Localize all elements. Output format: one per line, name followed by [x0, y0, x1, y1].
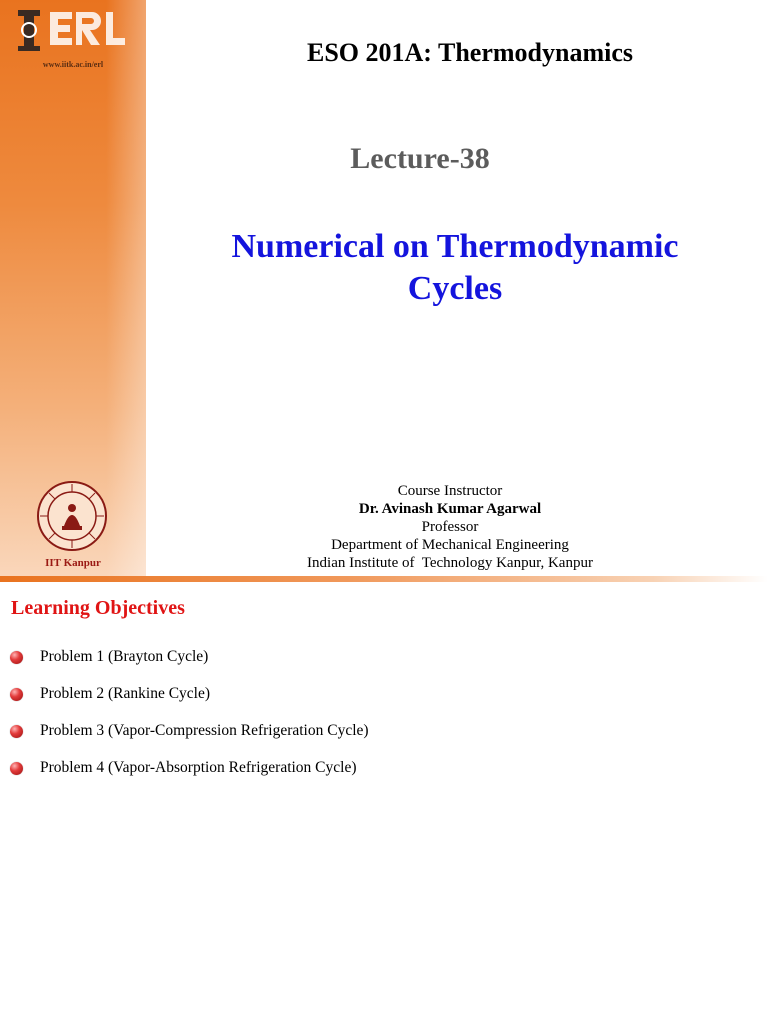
lecture-number: Lecture-38 — [350, 142, 490, 175]
instructor-department: Department of Mechanical Engineering — [331, 537, 569, 553]
red-sphere-bullet-icon — [10, 725, 23, 738]
list-item — [10, 722, 369, 759]
objectives-heading: Learning Objectives — [11, 597, 185, 619]
objectives-list — [10, 648, 369, 796]
instructor-institute: Indian Institute of Technology Kanpur, Kanpur — [307, 555, 593, 571]
objective-text: Problem 3 (Vapor-Compression Refrigeration Cycle) — [40, 722, 369, 739]
course-title: ESO 201A: Thermodynamics — [307, 38, 633, 67]
instructor-designation: Professor — [421, 519, 479, 535]
instructor-info — [270, 482, 630, 572]
learning-objectives-slide — [0, 582, 768, 1024]
red-sphere-bullet-icon — [10, 651, 23, 664]
list-item — [10, 685, 369, 722]
iitk-seal-icon — [36, 480, 108, 552]
iitk-label: IIT Kanpur — [45, 557, 101, 569]
list-item — [10, 759, 369, 796]
list-item — [10, 648, 369, 685]
lecture-title — [170, 226, 740, 310]
instructor-role: Course Instructor — [397, 483, 503, 499]
instructor-name: Dr. Avinash Kumar Agarwal — [358, 501, 542, 517]
red-sphere-bullet-icon — [10, 688, 23, 701]
objective-text: Problem 2 (Rankine Cycle) — [40, 685, 211, 702]
lecture-title-line2: Cycles — [407, 270, 503, 307]
red-sphere-bullet-icon — [10, 762, 23, 775]
lecture-title-line1: Numerical on Thermodynamic — [231, 228, 679, 265]
erl-logo-icon — [16, 6, 126, 54]
objective-text: Problem 4 (Vapor-Absorption Refrigeration Cycle) — [40, 759, 357, 776]
erl-url[interactable]: www.iitk.ac.in/erl — [42, 60, 104, 69]
objective-text: Problem 1 (Brayton Cycle) — [40, 648, 209, 665]
